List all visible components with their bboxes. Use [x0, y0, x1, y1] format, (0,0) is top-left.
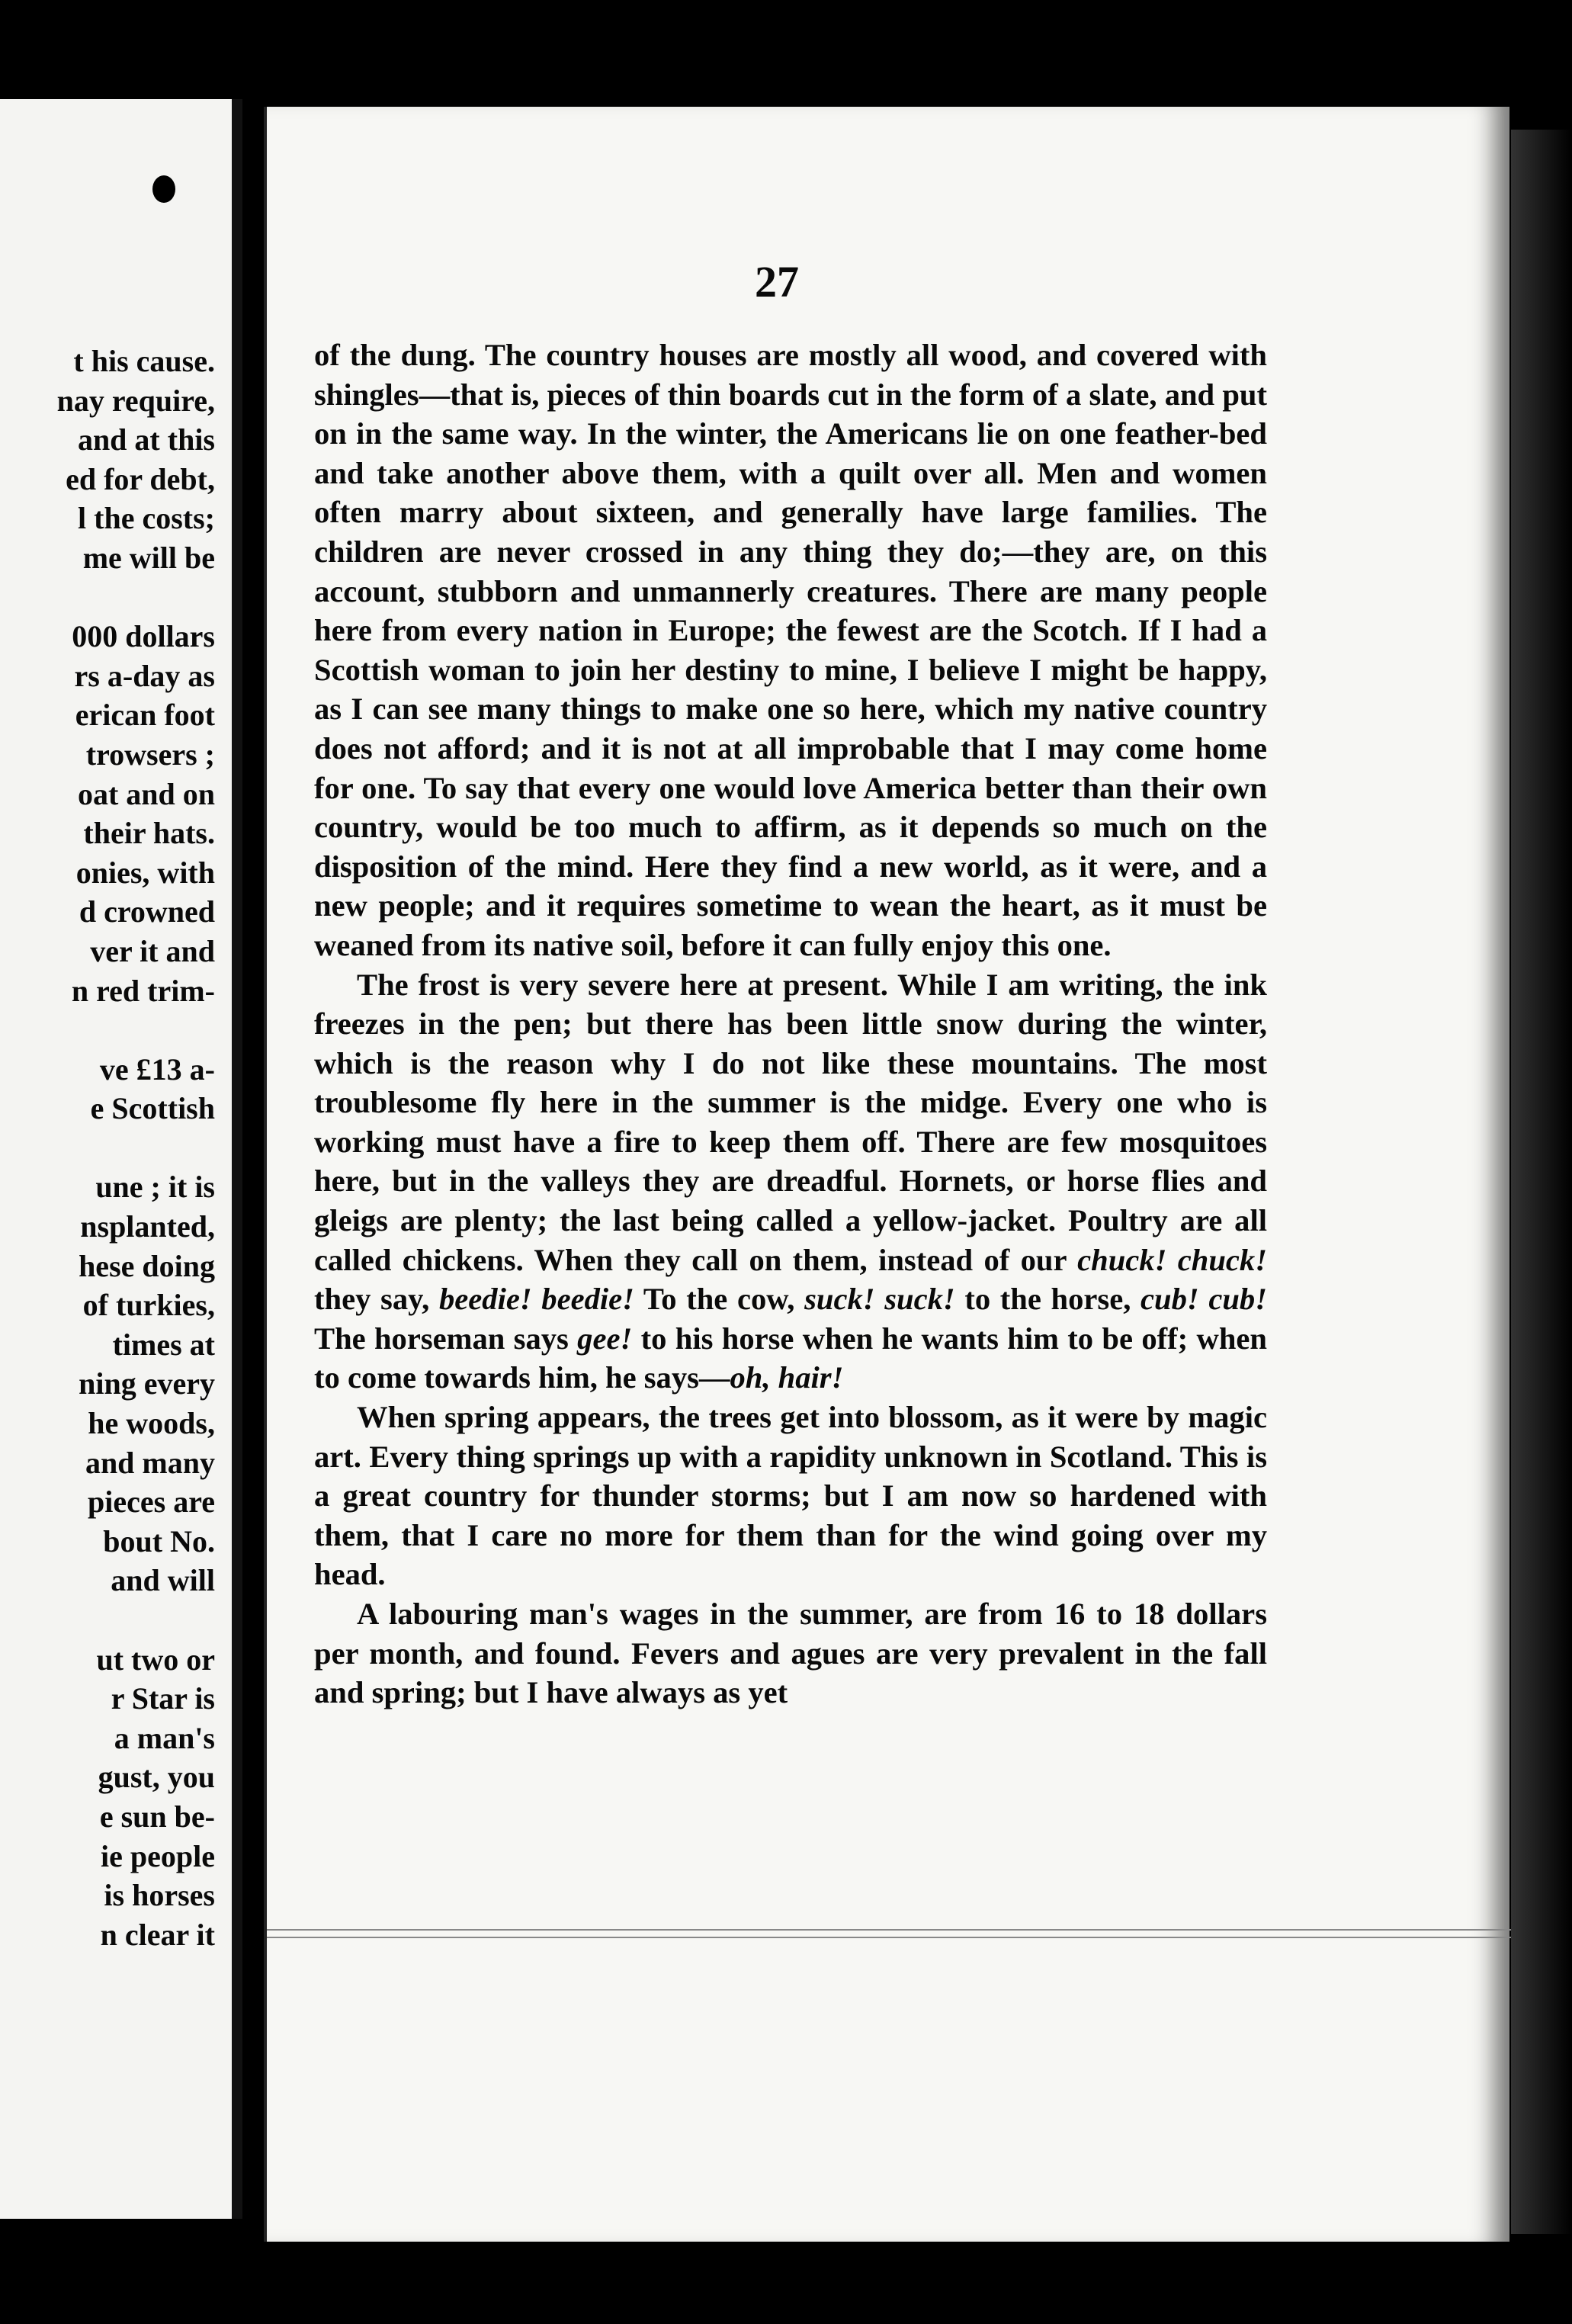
scan-artifact-line: [267, 1929, 1517, 1931]
previous-page-line: gust, you: [98, 1760, 215, 1795]
previous-page-line: une ; it is: [95, 1170, 215, 1205]
previous-page-line: ver it and: [90, 933, 215, 968]
previous-page-line: ie people: [101, 1838, 215, 1873]
previous-page-line: ve £13 a-: [99, 1051, 215, 1087]
previous-page-line: [57, 1600, 215, 1640]
previous-page-line: oat and on: [77, 776, 215, 811]
previous-page-line: and will: [111, 1563, 215, 1598]
previous-page-line: nay require,: [56, 383, 215, 418]
previous-page-line: e sun be-: [99, 1799, 215, 1834]
previous-page-line: bout No.: [103, 1523, 215, 1558]
paragraph: When spring appears, the trees get into blossom, as it were by magic art. Every thing springs up with a rapidity unknown in Scotland. This is a great country for thunder storms; but I am now so hardened with them, that I care no more for them than for the wind going over my head.: [314, 1400, 1267, 1592]
previous-page-line: pieces are: [88, 1485, 215, 1520]
previous-page-text: [57, 342, 215, 1954]
scan-artifact-line: [267, 1937, 1517, 1938]
page-body: [314, 335, 1267, 1713]
previous-page-line: times at: [112, 1327, 215, 1362]
previous-page-line: nsplanted,: [80, 1209, 215, 1244]
previous-page-line: of turkies,: [82, 1288, 215, 1323]
previous-page-line: n clear it: [100, 1917, 215, 1952]
paragraph: of the dung. The country houses are mostly all wood, and covered with shingles—that is, pieces of thin boards cut in the form of a slate, and put on in the same way. In the winter, the Americans lie on one feather-bed and take another above them, with a quilt over all. Men and women often marry about sixteen, and generally have large families. The children are never crossed in any thing they do;—they are, on this account, stubborn and unmannerly creatures. There are many people here from every nation in Europe; the fewest are the Scotch. If I had a Scottish woman to join her destiny to mine, I believe I might be happy, as I can see many things to make one so here, which my native country does not afford; and it is not at all improbable that I may come home for one. To say that every one would love America better than their own country, would be too much to affirm, as it depends so much on the disposition of the mind. Here they find a new world, as it were, and a new people; and it requires sometime to wean the heart, as it must be weaned from its native soil, before it can fully enjoy this one.: [314, 338, 1267, 962]
previous-page-line: 000 dollars: [72, 619, 215, 654]
previous-page-line: he woods,: [88, 1406, 215, 1441]
previous-page-line: l the costs;: [78, 501, 215, 536]
previous-page-line: ut two or: [96, 1642, 215, 1677]
previous-page-line: and many: [85, 1445, 215, 1480]
ink-blot: [152, 175, 175, 203]
previous-page-fragment: [0, 99, 242, 2219]
page-number: 27: [755, 257, 799, 307]
previous-page-line: a man's: [114, 1720, 215, 1755]
page-edge-shadow: [1511, 130, 1572, 2234]
previous-page-line: [57, 578, 215, 618]
previous-page-line: rs a-day as: [74, 658, 215, 693]
previous-page-line: onies, with: [75, 855, 215, 890]
previous-page-line: hese doing: [79, 1248, 215, 1283]
previous-page-line: e Scottish: [90, 1091, 215, 1126]
previous-page-line: and at this: [77, 422, 215, 457]
book-page: [264, 107, 1509, 2242]
previous-page-line: [57, 1128, 215, 1168]
previous-page-line: r Star is: [111, 1681, 215, 1716]
previous-page-line: trowsers ;: [85, 737, 215, 772]
paragraph: A labouring man's wages in the summer, are from 16 to 18 dollars per month, and found. Fevers and agues are very prevalent in the fall and spring; but I have always as yet: [314, 1597, 1267, 1710]
previous-page-line: ed for debt,: [66, 461, 215, 496]
previous-page-line: ning every: [79, 1366, 215, 1401]
previous-page-line: me will be: [82, 540, 215, 575]
previous-page-line: is horses: [104, 1878, 215, 1913]
previous-page-line: [57, 1010, 215, 1050]
previous-page-line: d crowned: [79, 894, 215, 929]
paragraph: The frost is very severe here at present. While I am writing, the ink freezes in the pen; but there has been little snow during the winter, which is the reason why I do not like these mountains. The most troublesome fly here in the summer is the midge. Every one who is working must have a fire to keep them off. There are few mosquitoes here, but in the valleys they are dreadful. Hornets, or horse flies and gleigs are plenty; the last being called a yellow-jacket. Poultry are all called chickens. When they call on them, instead of our chuck! chuck! they say, beedie! beedie! To the cow, suck! suck! to the horse, cub! cub! The horseman says gee! to his horse when he wants him to be off; when to come towards him, he says—oh, hair!: [314, 967, 1267, 1395]
previous-page-line: n red trim-: [71, 973, 215, 1008]
previous-page-line: erican foot: [75, 698, 215, 733]
previous-page-line: their hats.: [83, 816, 215, 851]
previous-page-line: t his cause.: [73, 344, 215, 378]
